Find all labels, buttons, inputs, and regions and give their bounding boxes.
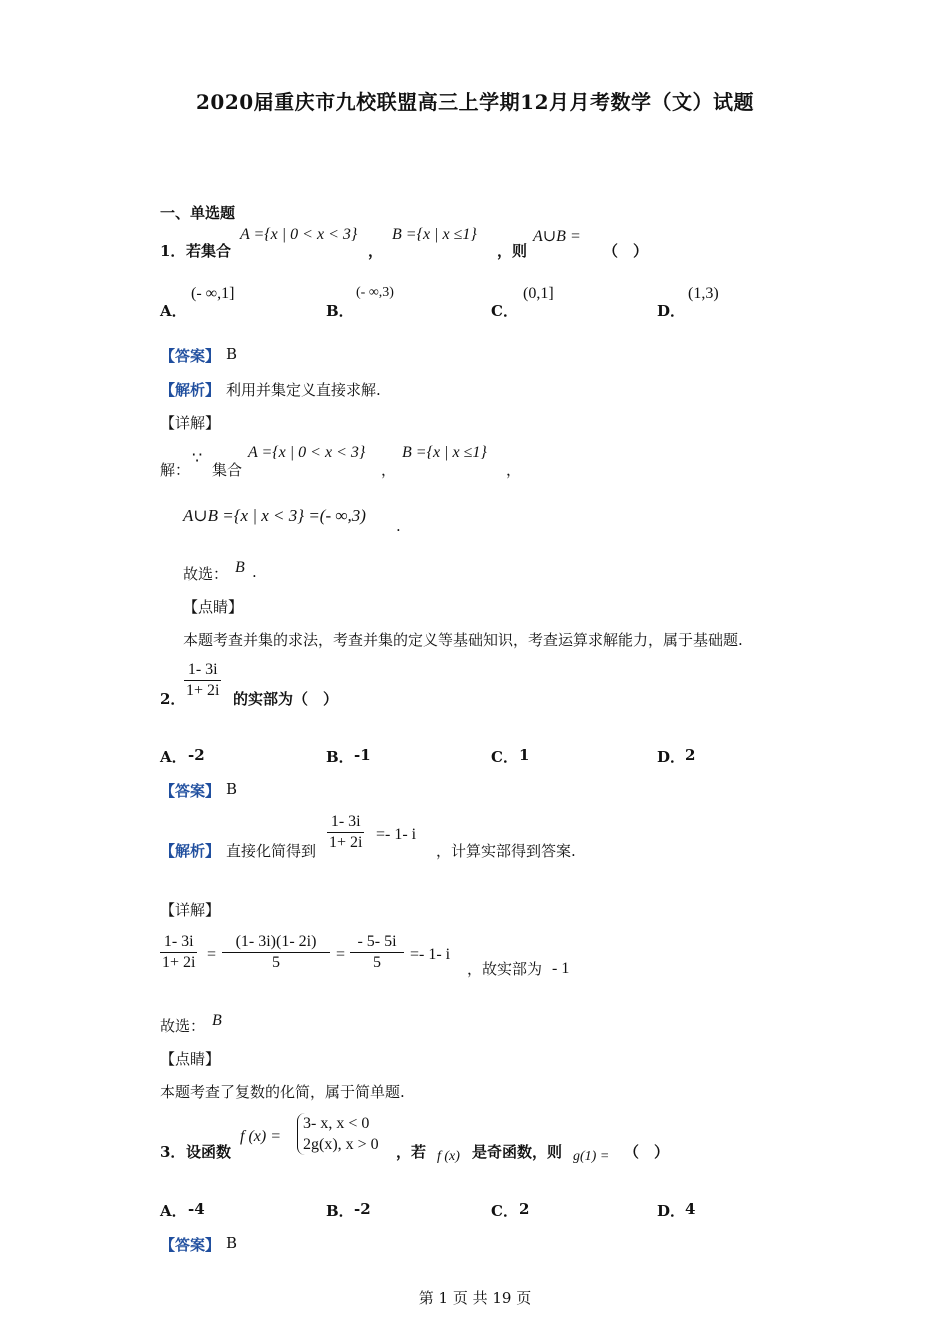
q1-option-a-value: (- ∞,1]: [191, 285, 235, 302]
q1-set-b: B ={x | x ≤1}: [392, 226, 477, 243]
q2-analysis-text-b: ，计算实部得到答案.: [436, 842, 576, 860]
section-heading: 一、单选题: [160, 204, 236, 222]
q2-detail-fraction-1: [160, 932, 197, 973]
q1-analysis-text: 利用并集定义直接求解.: [226, 381, 381, 399]
q2-analysis-numerator: 1- 3i: [327, 812, 364, 833]
q1-detail-set-b: B ={x | x ≤1}: [402, 444, 487, 461]
q2-detail-value: - 1: [552, 960, 570, 977]
q2-option-b-value: -1: [354, 746, 371, 764]
q2-fraction-numerator: 1- 3i: [184, 660, 221, 681]
q2-comment-text: 本题考查了复数的化简，属于简单题.: [160, 1083, 405, 1101]
q2-option-c-letter: C．: [491, 748, 518, 766]
q1-union-result: A∪B ={x | x < 3} =(- ∞,3): [183, 506, 366, 525]
q1-option-b-value: (- ∞,3): [356, 285, 394, 300]
q2-answer-value: B: [226, 780, 238, 798]
q1-option-a-letter: A．: [160, 302, 187, 320]
q3-text-a: 设函数: [186, 1143, 232, 1161]
q1-option-b-letter: B．: [326, 302, 354, 320]
q1-detail-prefix: 解：: [160, 461, 191, 479]
q1-detail-set-a: A ={x | 0 < x < 3}: [248, 444, 366, 461]
q1-choose-label: 故选：: [183, 565, 229, 583]
q2-comment-label: 【点睛】: [160, 1050, 221, 1068]
q2-analysis-equation: =- 1- i: [376, 826, 417, 843]
q1-analysis-label: 【解析】: [160, 381, 221, 399]
q1-comment-text: 本题考查并集的求法，考查并集的定义等基础知识，考查运算求解能力，属于基础题.: [183, 631, 743, 649]
q2-detail-eq-3: =- 1- i: [410, 946, 451, 963]
q3-option-a-value: -4: [188, 1200, 205, 1218]
q2-option-c-value: 1: [519, 746, 530, 764]
q2-fraction: [184, 660, 221, 701]
q1-detail-sep: ，: [381, 461, 397, 479]
q2-detail-frac3-denominator: 5: [373, 954, 381, 971]
q3-option-c-value: 2: [519, 1200, 530, 1218]
q3-text-c: 是奇函数，则: [472, 1143, 563, 1161]
q2-fraction-denominator: 1+ 2i: [186, 682, 220, 699]
q1-option-c-value: (0,1]: [523, 285, 554, 302]
q2-detail-eq-1: =: [207, 946, 217, 963]
q3-function-2: f (x): [437, 1149, 460, 1164]
q1-paren: （ ）: [603, 242, 649, 260]
q1-option-d-letter: D．: [657, 302, 686, 320]
q3-option-c-letter: C．: [491, 1202, 518, 1220]
q1-option-d-value: (1,3): [688, 285, 719, 302]
q3-piecewise: [297, 1113, 379, 1155]
q1-option-c-letter: C．: [491, 302, 518, 320]
q2-answer-label: 【答案】: [160, 782, 221, 800]
q1-answer-label: 【答案】: [160, 347, 221, 365]
q3-option-d-letter: D．: [657, 1202, 686, 1220]
q2-detail-frac2-denominator: 5: [272, 954, 280, 971]
q1-union-period: .: [396, 517, 401, 535]
document-title: 2020届重庆市九校联盟高三上学期12月月考数学（文）试题: [196, 90, 754, 114]
q2-detail-fraction-3: [350, 932, 404, 973]
q2-detail-label: 【详解】: [160, 901, 221, 919]
q1-detail-text: 集合: [212, 461, 243, 479]
q1-choose-end: .: [252, 563, 257, 581]
page-footer: 第 1 页 共 19 页: [418, 1289, 532, 1307]
q2-detail-frac3-numerator: - 5- 5i: [350, 932, 404, 953]
q1-detail-end: ，: [506, 461, 522, 479]
q3-case-2: 2g(x), x > 0: [303, 1136, 379, 1153]
q2-option-d-value: 2: [685, 746, 696, 764]
q1-union: A∪B =: [533, 228, 581, 245]
q1-choose-value: B: [235, 559, 245, 576]
q1-comma: ，: [368, 242, 384, 260]
q2-detail-frac1-numerator: 1- 3i: [160, 932, 197, 953]
q2-number: 2．: [160, 690, 186, 708]
q2-detail-text: ，故实部为: [467, 960, 543, 978]
q2-analysis-fraction: [327, 812, 364, 853]
q3-g-one: g(1) =: [573, 1149, 610, 1164]
q2-analysis-text-a: 直接化简得到: [226, 842, 317, 860]
q2-detail-frac1-denominator: 1+ 2i: [162, 954, 196, 971]
q2-option-b-letter: B．: [326, 748, 354, 766]
q3-answer-label: 【答案】: [160, 1236, 221, 1254]
q2-analysis-denominator: 1+ 2i: [329, 834, 363, 851]
q2-option-d-letter: D．: [657, 748, 686, 766]
q3-option-b-letter: B．: [326, 1202, 354, 1220]
q1-detail-label: 【详解】: [160, 414, 221, 432]
q2-detail-fraction-2: [222, 932, 330, 973]
q1-text-b: ，则: [497, 242, 528, 260]
q2-option-a-value: -2: [188, 746, 205, 764]
q2-text: 的实部为（ ）: [233, 690, 339, 708]
q3-paren: （ ）: [624, 1143, 670, 1161]
q3-option-d-value: 4: [685, 1200, 696, 1218]
q1-set-a: A ={x | 0 < x < 3}: [240, 226, 358, 243]
because-symbol: ∵: [192, 448, 203, 467]
q2-analysis-label: 【解析】: [160, 842, 221, 860]
q1-comment-label: 【点睛】: [183, 598, 244, 616]
q2-option-a-letter: A．: [160, 748, 187, 766]
q3-answer-value: B: [226, 1234, 238, 1252]
q1-answer-value: B: [226, 345, 238, 363]
q3-case-1: 3- x, x < 0: [303, 1115, 370, 1132]
q3-text-b: ，若: [396, 1143, 427, 1161]
q2-detail-eq-2: =: [336, 946, 346, 963]
q2-detail-frac2-numerator: (1- 3i)(1- 2i): [222, 932, 330, 953]
q3-option-a-letter: A．: [160, 1202, 187, 1220]
q3-option-b-value: -2: [354, 1200, 371, 1218]
q1-number: 1．: [160, 242, 186, 260]
q1-text-a: 若集合: [186, 242, 232, 260]
q3-function: f (x) =: [240, 1128, 281, 1145]
q2-choose-label: 故选：: [160, 1017, 206, 1035]
q2-choose-value: B: [212, 1012, 222, 1029]
q3-number: 3．: [160, 1143, 186, 1161]
